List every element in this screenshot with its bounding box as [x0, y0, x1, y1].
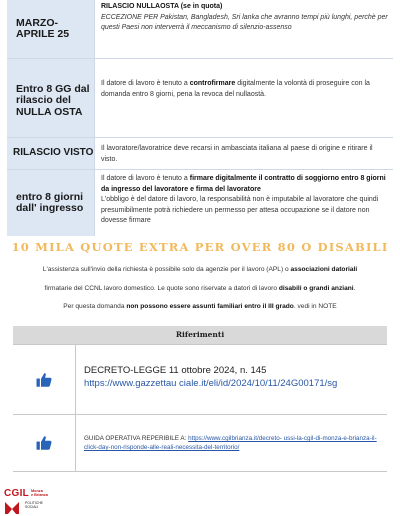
logo-location-line: e Brianza	[31, 492, 48, 497]
decree-title: DECRETO-LEGGE 11 ottobre 2024, n. 145	[84, 365, 267, 376]
references-heading: Riferimenti	[13, 326, 387, 344]
paragraph-text-bold: disabili o grandi anziani	[278, 285, 354, 292]
info-paragraph	[10, 266, 390, 275]
info-paragraph	[10, 285, 390, 294]
guide-link[interactable]: https://www.cgilbrianza.it/decreto- ussi-la-cgil-di-monza-e-brianza-il-click-day-non-risponde-alle-reali-necessita-del-territorio/	[84, 435, 377, 452]
thumbs-up-icon	[13, 415, 76, 471]
step-row	[7, 58, 393, 137]
thumbs-up-icon	[13, 345, 76, 414]
guide-prefix: GUIDA OPERATIVA REPERIBILE A:	[84, 435, 189, 442]
reference-content	[76, 415, 387, 471]
cgil-emblem-icon	[5, 500, 25, 514]
step-label: MARZO-APRILE 25	[7, 0, 94, 58]
reference-row	[13, 415, 387, 472]
step-text: digitalmente la volontà di proseguire con la domanda entro 8 giorni, pena la revoca del nullaostà.	[101, 80, 370, 98]
paragraph-text: Per questa domanda	[63, 303, 127, 310]
decree-link[interactable]: https://www.gazzettau ciale.it/eli/id/2024/10/11/24G00171/sg	[84, 377, 338, 389]
reference-row	[13, 344, 387, 415]
reference-content	[76, 345, 387, 414]
info-paragraph	[10, 303, 390, 312]
step-text: Il datore di lavoro è tenuto a	[101, 80, 190, 87]
step-title: RILASCIO NULLAOSTA (se in quota)	[101, 3, 223, 10]
paragraph-text-bold: non possono essere assunti familiari entro il III grado	[126, 303, 294, 310]
step-text: L'obbligo è del datore di lavoro, la responsabilità non è imputabile al lavoratore che quindi presumibilmente potrà richiedere un permesso per attesa occupazione se il datore non dovesse firmare	[101, 196, 379, 224]
guide-text	[84, 434, 379, 452]
step-text-bold: controfirmare	[189, 80, 236, 87]
step-label: RILASCIO VISTO	[7, 138, 94, 169]
cgil-logo	[4, 488, 54, 516]
logo-department-line: POLITICHE	[25, 501, 43, 505]
step-label: Entro 8 GG dal rilascio del NULLA OSTA	[7, 59, 94, 137]
logo-wordmark: CGIL	[4, 488, 30, 499]
steps-table	[7, 0, 393, 236]
step-row	[7, 169, 393, 236]
step-row	[7, 137, 393, 169]
paragraph-text: firmatarie del CCNL lavoro domestico. Le quote sono riservate a datori di lavoro	[44, 285, 279, 292]
step-note: ECCEZIONE PER Pakistan, Bangladesh, Sri lanka che avranno tempi più lunghi, perchè per questi Paesi non interverrà il meccanismo di silenzio-assenso	[101, 13, 388, 31]
paragraph-text-bold: associazioni datoriali	[290, 266, 358, 273]
step-description	[94, 0, 393, 58]
section-headline: 10 MILA QUOTE EXTRA PER OVER 80 O DISABILI	[11, 240, 389, 254]
step-text: Il datore di lavoro è tenuto a	[101, 175, 190, 182]
step-description	[94, 59, 393, 137]
logo-location	[31, 489, 48, 497]
logo-location-line: Monza	[31, 489, 43, 493]
step-description	[94, 170, 393, 236]
paragraph-text: L'assistenza sull'invio della richiesta è possibile solo da agenzie per il lavoro (APL) o	[42, 266, 291, 273]
step-row	[7, 0, 393, 58]
step-description: Il lavoratore/lavoratrice deve recarsi in ambasciata italiana al paese di origine e ritirare il visto.	[94, 138, 393, 169]
step-label: entro 8 giorni dall' ingresso	[7, 170, 94, 236]
paragraph-text: .	[353, 285, 356, 292]
logo-department	[25, 502, 43, 509]
logo-department-line: SOCIALI	[25, 504, 39, 509]
step-text-bold: firmare digitalmente il contratto di soggiorno entro 8 giorni da ingresso del lavoratore e firma del lavoratore	[101, 175, 386, 193]
paragraph-text: . vedi in NOTE	[293, 303, 337, 310]
